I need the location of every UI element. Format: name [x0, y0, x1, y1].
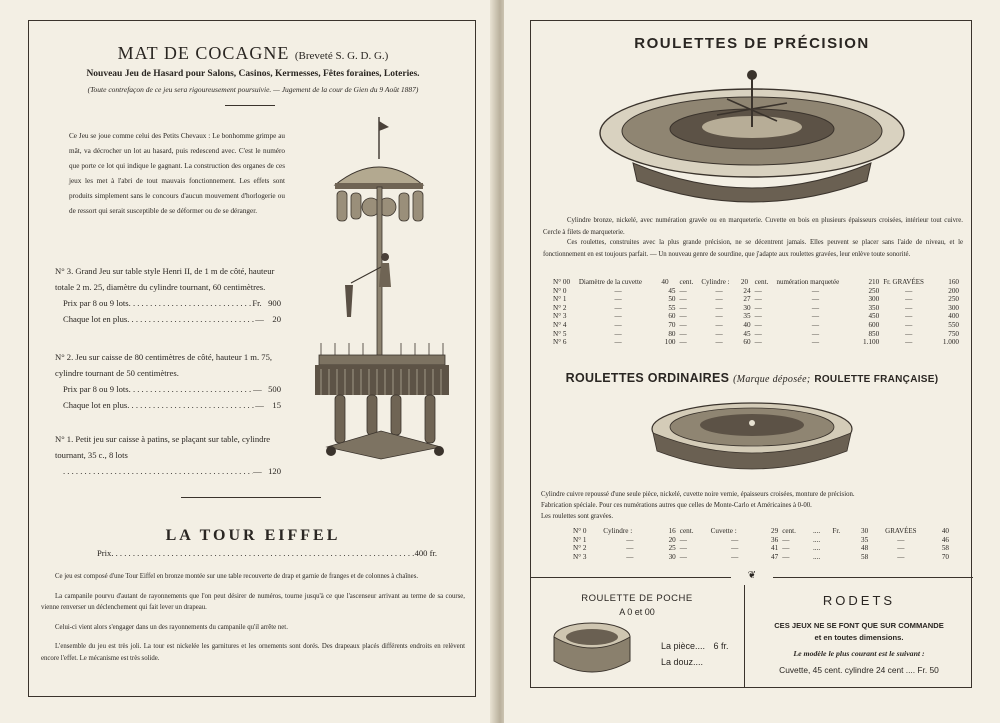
roulettes-precision-title: ROULETTES DE PRÉCISION — [634, 35, 870, 52]
table-cell: — — [731, 544, 739, 553]
table-cell: 30 — [743, 303, 751, 312]
bottom-divider-left — [531, 577, 731, 578]
table-cell: Fr. GRAVÉES — [883, 278, 924, 286]
right-page-frame — [530, 20, 972, 688]
table-cell: — — [754, 329, 762, 338]
table-cell: 200 — [948, 286, 959, 295]
table-cell: — — [614, 295, 622, 304]
roulette-poche-subtitle: A 0 et 00 — [619, 607, 655, 617]
tour-eiffel-price — [97, 545, 437, 561]
table-cell: — — [715, 286, 723, 295]
table-cell: — — [614, 303, 622, 312]
poche-piece-label: La pièce.... — [661, 641, 706, 651]
table-cell: N° 00 — [553, 278, 571, 286]
table-cell — [830, 553, 850, 562]
table-cell: — — [754, 295, 762, 304]
item-no1 — [55, 431, 281, 479]
ordinaires-description-1: Cylindre cuivre repoussé d'une seule pièce, nickelé, cuvette noire vernie, épaisseurs croisées, monture de précision. — [541, 491, 855, 498]
table-cell: 350 — [868, 303, 880, 312]
mat-description: Ce Jeu se joue comme celui des Petits Chevaux : Le bonhomme grimpe au mât, va décrocher un lot au hasard, puis redescend avec. C'est le numéro que porte ce lot qui indique le gagnant. La construction des organes de ces jeux les met à l'abri de tout mauvais fonctionnement. Les effets sont produits simplement sans le concours d'aucun mouvement d'horlogerie ou de ressort qui serait susceptible de se déformer ou de se déranger. — [69, 132, 285, 215]
table-cell: — — [811, 338, 820, 347]
table-cell: — — [715, 329, 723, 338]
table-row — [571, 527, 951, 536]
table-cell: N° 1 — [553, 295, 567, 304]
table-cell: Cuvette : — [710, 527, 737, 535]
ordinaires-title-fr: ROULETTE FRANÇAISE) — [814, 374, 939, 385]
tour-eiffel-description — [41, 571, 465, 664]
table-cell: 41 — [771, 544, 779, 553]
ornament-icon: ❦ — [747, 570, 757, 581]
table-cell: — — [754, 303, 762, 312]
table-cell: — — [811, 320, 820, 329]
rodets-line-4: Cuvette, 45 cent. cylindre 24 cent .... Fr. 50 — [779, 665, 939, 675]
table-cell: — — [905, 312, 913, 321]
table-cell: — — [782, 535, 790, 544]
table-cell: — — [614, 286, 622, 295]
table-cell: — — [731, 552, 739, 561]
right-page — [504, 0, 1000, 723]
table-cell: — — [679, 312, 687, 321]
extra-label: Chaque lot en plus — [63, 314, 128, 324]
ordinaires-title-text: ROULETTES ORDINAIRES — [565, 371, 730, 385]
table-cell: — — [811, 286, 820, 295]
table-cell: 47 — [771, 552, 779, 561]
table-cell: 70 — [941, 552, 949, 561]
brevet-text: (Breveté S. G. D. G.) — [294, 50, 389, 62]
item-no3-extra — [63, 311, 281, 327]
table-cell: — — [679, 295, 687, 304]
table-cell: GRAVÉES — [885, 527, 917, 535]
extra-label: Chaque lot en plus — [63, 400, 128, 410]
table-cell: — — [614, 320, 622, 329]
table-cell: N° 1 — [573, 535, 587, 544]
table-row — [551, 321, 961, 330]
tour-paragraph: Ce jeu est composé d'une Tour Eiffel en bronze montée sur une table recouverte de drap et garnie de franges et de colonnes à chaînes. — [55, 573, 419, 580]
table-cell: — — [614, 312, 622, 321]
table-cell: — — [905, 295, 913, 304]
table-cell: 250 — [868, 286, 880, 295]
rodets-title: RODETS — [822, 593, 896, 608]
ordinary-roulette-illustration — [649, 393, 855, 479]
item-no1-price — [63, 463, 281, 479]
precision-price-table — [551, 278, 961, 347]
table-cell: 50 — [668, 295, 676, 304]
table-cell: 16 — [668, 527, 676, 535]
table-cell: — — [811, 303, 820, 312]
table-cell: 40 — [941, 527, 949, 535]
table-cell: 550 — [948, 320, 959, 329]
table-cell: — — [782, 552, 790, 561]
pocket-roulette-illustration — [551, 619, 633, 683]
table-cell: .... — [813, 552, 821, 561]
table-cell — [830, 544, 850, 553]
table-cell: 600 — [868, 320, 880, 329]
table-cell: 55 — [668, 303, 676, 312]
tour-paragraph: L'ensemble du jeu est très joli. La tour est nickelée les garnitures et les ornements sont dorés. Des drapeaux placés différents endroits en relèvent encore l'effet. Le mécanisme est très solide. — [41, 643, 465, 662]
table-cell: N° 0 — [553, 286, 567, 295]
table-cell: 30 — [668, 552, 676, 561]
item-no1-text: N° 1. Petit jeu sur caisse à patins, se plaçant sur table, cylindre tournant, 35 c., 8 lots — [55, 434, 271, 460]
divider — [225, 105, 275, 106]
table-cell: 20 — [668, 535, 676, 544]
item-no3-price — [63, 295, 281, 311]
item-no2-price — [63, 381, 281, 397]
table-cell: — — [679, 303, 687, 312]
table-cell: numération marquetée — [776, 278, 840, 286]
table-cell: — — [811, 312, 820, 321]
ordinaires-description-3: Les roulettes sont gravées. — [541, 513, 614, 520]
precision-roulette-illustration — [597, 63, 907, 213]
table-cell: 60 — [743, 338, 751, 347]
table-cell: — — [754, 320, 762, 329]
table-row — [551, 330, 961, 339]
table-cell: 35 — [861, 535, 869, 544]
table-cell: — — [715, 320, 723, 329]
table-row — [551, 338, 961, 347]
table-cell: — — [679, 338, 687, 347]
table-cell: 36 — [771, 535, 779, 544]
price-label: Prix par 8 ou 9 lots — [63, 298, 129, 308]
table-cell: — — [679, 329, 687, 338]
table-row — [571, 553, 951, 562]
table-cell: N° 3 — [553, 312, 567, 321]
tour-paragraph: Celui-ci vient alors s'engager dans un des rayonnements du campanile qu'il arrête net. — [55, 623, 288, 631]
table-cell: — — [715, 338, 723, 347]
table-cell: — — [731, 535, 739, 544]
table-cell: 750 — [948, 329, 959, 338]
table-cell: 160 — [948, 278, 959, 286]
tour-paragraph: La campanile pourvu d'autant de rayonnements que l'on peut désirer de numéros, tourne jusqu'à ce que l'ascenseur arrivant au terme de sa course, vienne renverser un déclenchement qui fait lever un drapeau. — [41, 592, 465, 611]
table-cell: 45 — [743, 329, 751, 338]
table-cell: — — [905, 303, 913, 312]
ordinaires-title-mark: (Marque déposée; — [733, 374, 811, 385]
table-cell: 45 — [668, 286, 676, 295]
table-cell: 20 — [740, 278, 749, 286]
table-cell: Cylindre : — [603, 527, 633, 535]
table-cell: — — [754, 338, 762, 347]
extra-value: — 20 — [255, 314, 281, 324]
item-no2-extra — [63, 397, 281, 413]
table-header-row — [551, 278, 961, 287]
table-row — [571, 536, 951, 545]
poche-piece-line — [661, 641, 729, 651]
table-cell: — — [679, 544, 687, 553]
table-cell: — — [679, 535, 687, 544]
table-cell: — — [679, 552, 687, 561]
table-cell: 210 — [868, 278, 880, 286]
poche-douzaine-label: La douz.... — [661, 657, 704, 667]
poche-piece-value: 6 fr. — [713, 641, 729, 651]
rodets-line-2: et en toutes dimensions. — [814, 633, 904, 642]
table-cell: 29 — [771, 527, 779, 535]
table-cell: — — [715, 312, 723, 321]
table-cell: cent. — [679, 278, 694, 286]
table-cell: 40 — [661, 278, 669, 286]
roulette-poche-title: ROULETTE DE POCHE — [581, 593, 693, 604]
table-cell: Fr. — [832, 527, 841, 535]
left-page — [0, 0, 496, 723]
table-cell: cent. — [754, 278, 769, 286]
table-cell: 58 — [941, 544, 949, 553]
table-row — [551, 304, 961, 313]
table-cell: 450 — [868, 312, 880, 321]
table-cell: — — [811, 329, 820, 338]
table-cell: — — [905, 329, 913, 338]
table-cell: — — [897, 535, 905, 544]
price-value: — 500 — [253, 384, 281, 394]
table-cell: 850 — [868, 329, 880, 338]
table-cell: 46 — [941, 535, 949, 544]
price-value: Fr. 900 — [252, 298, 281, 308]
table-cell: cent. — [782, 527, 796, 535]
table-cell: — — [715, 295, 723, 304]
table-cell: N° 0 — [573, 527, 587, 535]
mat-subtitle: Nouveau Jeu de Hasard pour Salons, Casinos, Kermesses, Fêtes foraines, Loteries. — [86, 69, 420, 79]
extra-value: — 15 — [255, 400, 281, 410]
table-cell: 300 — [948, 303, 959, 312]
table-row — [551, 312, 961, 321]
table-row — [571, 544, 951, 553]
mat-de-cocagne-illustration — [291, 117, 461, 461]
table-cell: .... — [813, 535, 821, 544]
rodets-line-3: Le modèle le plus courant est le suivant : — [793, 649, 925, 658]
table-cell: 27 — [743, 295, 751, 304]
table-cell: 1.100 — [863, 338, 880, 347]
mat-title-text: MAT DE COCAGNE — [117, 43, 290, 63]
table-cell: N° 3 — [573, 552, 587, 561]
rodets-line-1: CES JEUX NE SE FONT QUE SUR COMMANDE — [774, 621, 944, 630]
divider — [181, 497, 321, 498]
roulettes-ordinaires-title — [531, 371, 973, 385]
item-no3 — [55, 263, 281, 327]
item-no2-text: N° 2. Jeu sur caisse de 80 centimètres de côté, hauteur 1 m. 75, cylindre tournant de 50 centimètres. — [55, 352, 273, 378]
table-cell: — — [626, 535, 634, 544]
table-row — [551, 295, 961, 304]
table-cell: cent. — [679, 527, 694, 535]
table-cell: .... — [813, 544, 821, 553]
table-cell: — — [905, 320, 913, 329]
table-cell: — — [715, 303, 723, 312]
table-cell: 30 — [861, 527, 869, 535]
table-cell: 58 — [861, 552, 869, 561]
precision-description-2: Ces roulettes, construites avec la plus grande précision, ne se décentrent jamais. Elles peuvent se placer sans l'aide de niveau, et le fonctionnement en est toujours parfait. — Un nouveau genre de sourdine, que j'adapte aux roulettes gravées, leur enlève toute sonorité. — [543, 239, 963, 258]
table-cell: .... — [813, 527, 821, 535]
table-row — [551, 287, 961, 296]
table-cell: 80 — [668, 329, 676, 338]
left-page-frame — [28, 20, 476, 697]
table-cell: N° 5 — [553, 329, 567, 338]
tour-price-label: Prix — [97, 548, 112, 558]
item-no3-text: N° 3. Grand Jeu sur table style Henri II, de 1 m de côté, hauteur totale 2 m. 25, diamètre du cylindre tournant, 60 centimètres. — [55, 266, 275, 292]
table-cell: — — [897, 544, 905, 553]
precision-description-1: Cylindre bronze, nickelé, avec numération gravée ou en marqueterie. Cuvette en bois en plusieurs épaisseurs croisées, intérieur tout cuivre. Cercle à filets de marqueterie. — [543, 217, 963, 236]
tour-price-value: 400 fr. — [414, 548, 437, 558]
table-cell: — — [782, 544, 790, 553]
table-cell: Cylindre : — [701, 278, 730, 286]
table-cell: — — [679, 286, 687, 295]
table-cell: 40 — [743, 320, 751, 329]
table-cell: 60 — [668, 312, 676, 321]
table-cell: 35 — [743, 312, 751, 321]
mat-de-cocagne-title — [29, 43, 477, 64]
table-cell: 24 — [743, 286, 751, 295]
bottom-divider-right — [773, 577, 973, 578]
table-cell: — — [811, 295, 820, 304]
table-cell: 100 — [664, 338, 676, 347]
table-cell: 70 — [668, 320, 676, 329]
table-cell: Diamètre de la cuvette — [578, 278, 643, 286]
table-cell: 400 — [948, 312, 959, 321]
table-cell: — — [897, 552, 905, 561]
table-cell: 250 — [948, 295, 959, 304]
table-cell: N° 4 — [553, 320, 567, 329]
poche-douzaine-line — [661, 657, 703, 667]
table-cell: 48 — [861, 544, 869, 553]
table-cell: — — [905, 286, 913, 295]
price-label: Prix par 8 ou 9 lots — [63, 384, 129, 394]
table-cell: — — [614, 329, 622, 338]
price-value: — 120 — [253, 466, 281, 476]
tour-eiffel-title: LA TOUR EIFFEL — [165, 527, 341, 544]
table-cell — [830, 536, 850, 545]
table-cell: — — [679, 320, 687, 329]
ordinaires-price-table — [571, 527, 951, 561]
table-cell: 25 — [668, 544, 676, 553]
table-cell: — — [626, 552, 634, 561]
table-cell: 1.000 — [942, 338, 959, 347]
table-cell: — — [626, 544, 634, 553]
table-cell: — — [905, 338, 913, 347]
item-no2 — [55, 349, 281, 413]
ordinaires-description-2: Fabrication spéciale. Pour ces numérations autres que celles de Monte-Carlo et Américaines à 0-00. — [541, 502, 812, 509]
table-cell: N° 2 — [573, 544, 587, 553]
table-cell: N° 2 — [553, 303, 567, 312]
table-cell: 300 — [868, 295, 880, 304]
mat-notice: (Toute contrefaçon de ce jeu sera rigoureusement poursuivie. — Jugement de la cour de Gien du 9 Août 1887) — [87, 85, 419, 94]
table-cell: N° 6 — [553, 338, 567, 347]
table-cell: — — [754, 312, 762, 321]
table-cell: — — [614, 338, 622, 347]
table-cell: — — [754, 286, 762, 295]
